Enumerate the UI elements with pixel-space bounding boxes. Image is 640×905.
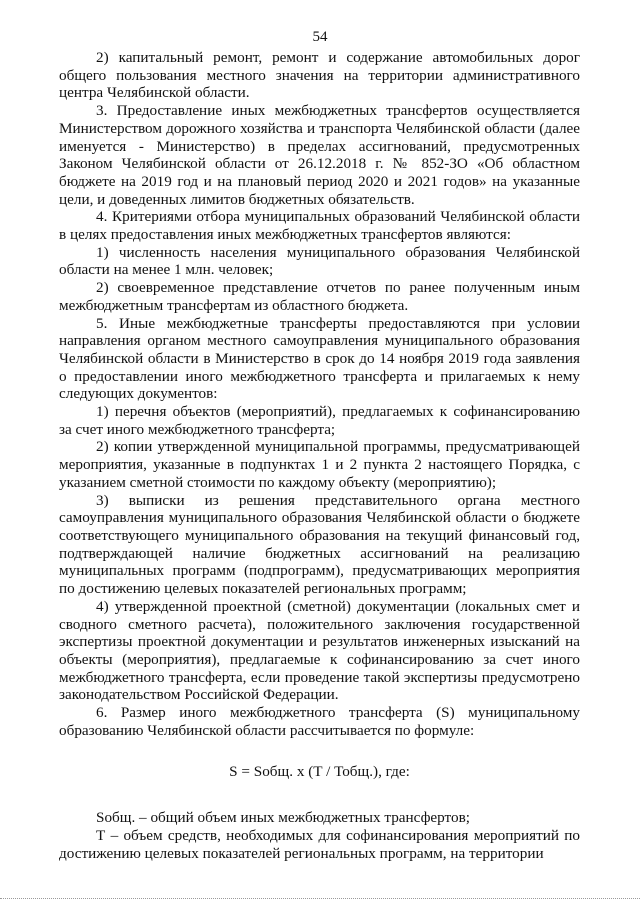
bottom-edge-rule bbox=[0, 898, 640, 899]
paragraph-criterion-reports: 2) своевременное представление отчетов по ранее полученным иным межбюджетным трансфертам из областного бюджета. bbox=[59, 279, 580, 314]
paragraph-transfers-provision: 3. Предоставление иных межбюджетных трансфертов осуществляется Министерством дорожного хозяйства и транспорта Челябинской области (далее именуется - Министерство) в пределах ассигнований, предусмотренных Законом Челябинской области от 26.12.2018 г. № 852-ЗО «Об областном бюджете на 2019 год и на плановый период 2020 и 2021 годов» на указанные цели, и доведенных лимитов бюджетных обязательств. bbox=[59, 102, 580, 208]
paragraph-selection-criteria: 4. Критериями отбора муниципальных образований Челябинской области в целях предоставления иных межбюджетных трансфертов являются: bbox=[59, 208, 580, 244]
paragraph-doc-program-copy: 2) копии утвержденной муниципальной программы, предусматривающей мероприятия, указанные в подпунктах 1 и 2 пункта 2 настоящего Порядка, с указанием сметной стоимости по каждому объекту (мероприятию); bbox=[59, 438, 580, 491]
paragraph-doc-objects-list: 1) перечня объектов (мероприятий), предлагаемых к софинансированию за счет иного межбюджетного трансферта; bbox=[59, 403, 580, 438]
paragraph-roads-repair: 2) капитальный ремонт, ремонт и содержание автомобильных дорог общего пользования местного значения на территории административного центра Челябинской области. bbox=[59, 49, 580, 102]
paragraph-criterion-population: 1) численность населения муниципального образования Челябинской области на менее 1 млн. человек; bbox=[59, 243, 580, 279]
definition-s-total: Sобщ. – общий объем иных межбюджетных трансфертов; bbox=[96, 809, 470, 827]
paragraph-application-conditions: 5. Иные межбюджетные трансферты предоставляются при условии направления органом местного самоуправления муниципального образования Челябинской области в Министерство в срок до 14 ноября 2019 года заявления о предоставлении иного межбюджетного трансферта и прилагаемых к нему следующих документов: bbox=[59, 314, 580, 403]
document-body bbox=[59, 49, 580, 862]
paragraph-doc-project-documentation: 4) утвержденной проектной (сметной) документации (локальных смет и сводного сметного расчета), положительного заключения государственной экспертизы проектной документации и результатов инженерных изысканий на объекты (мероприятия), предлагаемые к софинансированию за счет иного межбюджетного трансферта, если проведение такой экспертизы предусмотрено законодательством Российской Федерации. bbox=[59, 597, 580, 704]
definition-t: Т – объем средств, необходимых для софинансирования мероприятий по достижению целевых показателей региональных программ, на территории bbox=[59, 826, 580, 862]
paragraph-transfer-size: 6. Размер иного межбюджетного трансферта (S) муниципальному образованию Челябинской области рассчитывается по формуле: bbox=[59, 704, 580, 739]
formula: S = Sобщ. x (T / Тобщ.), где: bbox=[229, 763, 410, 781]
page-number: 54 bbox=[312, 29, 328, 45]
paragraph-doc-budget-extract: 3) выписки из решения представительного органа местного самоуправления муниципального образования Челябинской области о бюджете соответствующего муниципального образования на текущий финансовый год, подтверждающей наличие бюджетных ассигнований на реализацию муниципальных программ (подпрограмм), предусматривающих мероприятия по достижению целевых показателей региональных программ; bbox=[59, 491, 580, 598]
